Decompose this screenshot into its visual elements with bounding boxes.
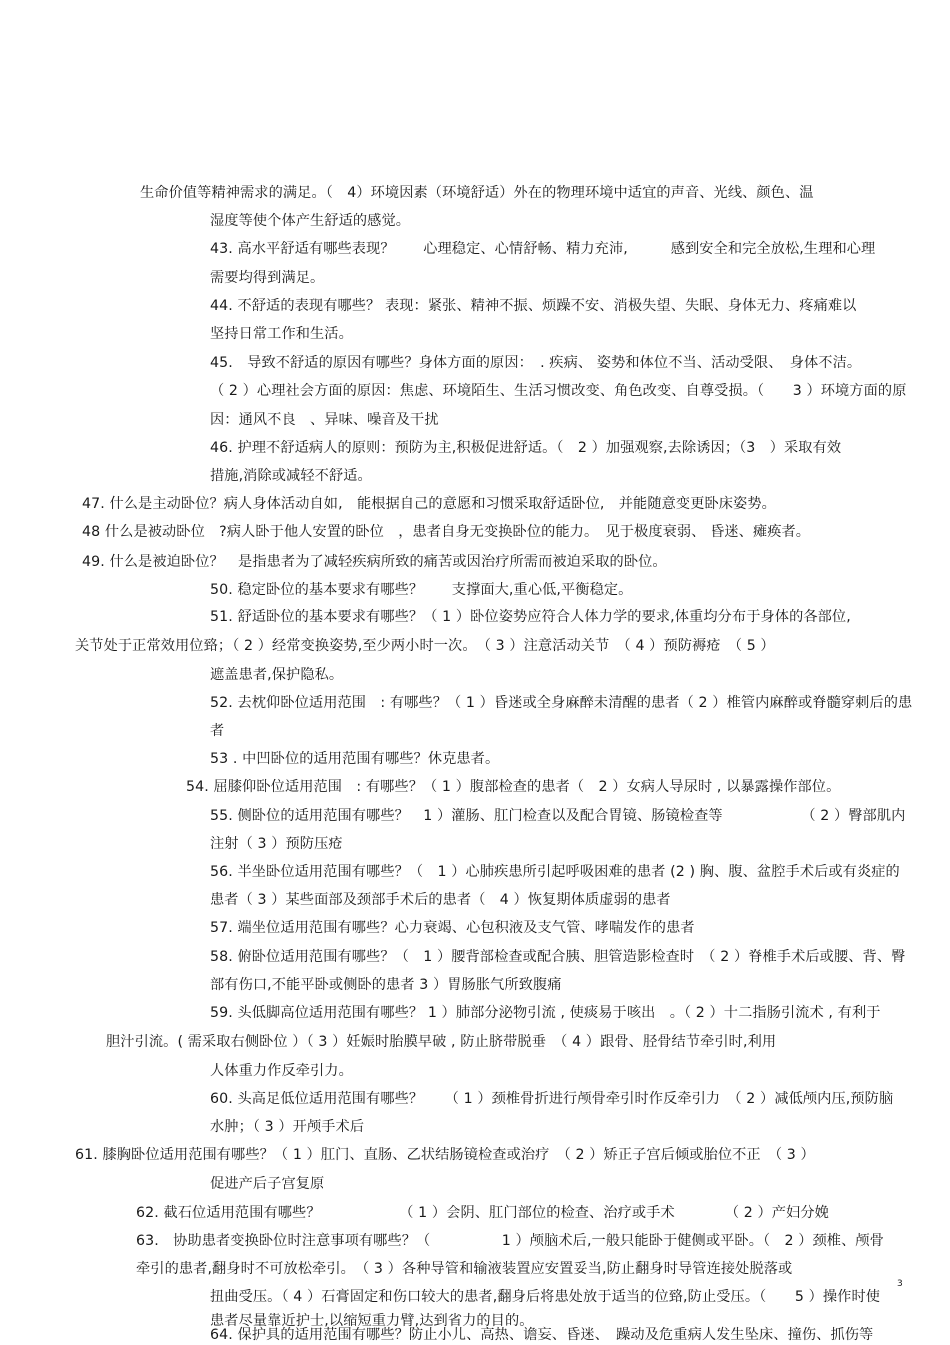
text-line: 49. 什么是被迫卧位？ 是指患者为了减轻疾病所致的痛苦或因治疗所需而被迫采取的卧位。 <box>82 554 667 570</box>
text-line: 59. 头低脚高位适用范围有哪些？ 1 ）肺部分泌物引流 , 使痰易于咳出 。（ 2 ）十二指肠引流术 , 有利于 <box>210 1005 881 1021</box>
text-line: 生命价值等精神需求的满足。（ 4）环境因素（环境舒适）外在的物理环境中适宜的声音、光线、颜色、温 <box>140 185 814 201</box>
text-line: 56. 半坐卧位适用范围有哪些？（ 1 ）心肺疾患所引起呼吸困难的患者 (2 ) 胸、腹、盆腔手术后或有炎症的 <box>210 864 900 880</box>
text-line: 52. 去枕仰卧位适用范围 : 有哪些？（ 1 ）昏迷或全身麻醉未清醒的患者（ 2 ）椎管内麻醉或脊髓穿刺后的患 <box>210 695 913 711</box>
text-line: 44. 不舒适的表现有哪些？ 表现：紧张、精神不振、烦躁不安、消极失望、失眠、身体无力、疼痛难以 <box>210 298 857 314</box>
text-line: 因：通风不良 、异味、噪音及干扰 <box>210 412 439 428</box>
page-number: 3 <box>897 1279 903 1289</box>
text-line: 促进产后子宫复原 <box>210 1176 325 1192</box>
text-line: 部有伤口,不能平卧或侧卧的患者 3 ）胃肠胀气所致腹痛 <box>210 977 562 993</box>
text-line: 坚持日常工作和生活。 <box>210 326 353 342</box>
text-line: 53 . 中凹卧位的适用范围有哪些？休克患者。 <box>210 751 500 767</box>
text-line: 57. 端坐位适用范围有哪些？心力衰竭、心包积液及支气管、哮喘发作的患者 <box>210 920 695 936</box>
text-line: 51. 舒适卧位的基本要求有哪些？（ 1 ）卧位姿势应符合人体力学的要求,体重均分布于身体的各部位, <box>210 609 851 625</box>
text-line: 胆汁引流。( 需采取右侧卧位 ）（ 3 ）妊娠时胎膜早破 , 防止脐带脱垂 （ 4 ）跟骨、胫骨结节牵引时,利用 <box>106 1034 777 1050</box>
text-line: 注射（ 3 ）预防压疮 <box>210 836 343 852</box>
text-line: 55. 侧卧位的适用范围有哪些？ 1 ）灌肠、肛门检查以及配合胃镜、肠镜检查等 （ 2 ）臀部肌内 <box>210 808 906 824</box>
text-line: 患者尽量靠近护士,以缩短重力臂,达到省力的目的。 <box>210 1313 534 1329</box>
text-line: 58. 俯卧位适用范围有哪些？（ 1 ）腰背部检查或配合胰、胆管造影检查时 （ 2 ）脊椎手术后或腰、背、臀 <box>210 949 906 965</box>
text-line: 50. 稳定卧位的基本要求有哪些？ 支撑面大,重心低,平衡稳定。 <box>210 582 633 598</box>
text-line: 患者（ 3 ）某些面部及颈部手术后的患者（ 4 ）恢复期体质虚弱的患者 <box>210 892 671 908</box>
text-line: 关节处于正常效用位臵；（ 2 ）经常变换姿势,至少两小时一次。 （ 3 ）注意活动关节 （ 4 ）预防褥疮 （ 5 ） <box>75 638 775 654</box>
text-line: 扭曲受压。（ 4 ）石膏固定和伤口较大的患者,翻身后将患处放于适当的位臵,防止受压。（ 5 ）操作时使 <box>210 1289 881 1305</box>
text-line: 需要均得到满足。 <box>210 270 325 286</box>
text-line: 63. 协助患者变换卧位时注意事项有哪些？（ 1 ）颅脑术后,一般只能卧于健侧或平卧。（ 2 ）颈椎、颅骨 <box>136 1233 884 1249</box>
text-line: 54. 屈膝仰卧位适用范围 : 有哪些？（ 1 ）腹部检查的患者（ 2 ）女病人导尿时 , 以暴露操作部位。 <box>186 779 841 795</box>
text-line: 水肿；（ 3 ）开颅手术后 <box>210 1119 365 1135</box>
text-line: 牵引的患者,翻身时不可放松牵引。 （ 3 ）各种导管和输液装置应安置妥当,防止翻身时导管连接处脱落或 <box>136 1261 793 1277</box>
text-line: 人体重力作反牵引力。 <box>210 1063 353 1079</box>
text-line: 62. 截石位适用范围有哪些？ （ 1 ）会阴、肛门部位的检查、治疗或手术 （ 2 ）产妇分娩 <box>136 1205 829 1221</box>
text-line: 61. 膝胸卧位适用范围有哪些？（ 1 ）肛门、直肠、乙状结肠镜检查或治疗 （ 2 ）矫正子宫后倾或胎位不正 （ 3 ） <box>75 1147 815 1163</box>
text-line: 45. 导致不舒适的原因有哪些？身体方面的原因： . 疾病、 姿势和体位不当、活动受限、 身体不洁。 <box>210 355 862 371</box>
text-line: （ 2 ）心理社会方面的原因：焦虑、环境陌生、生活习惯改变、角色改变、自尊受损。（ 3 ）环境方面的原 <box>210 383 907 399</box>
text-line: 湿度等使个体产生舒适的感觉。 <box>210 213 411 229</box>
text-line: 者 <box>210 723 225 739</box>
text-line: 措施,消除或减轻不舒适。 <box>210 468 372 484</box>
text-line: 46. 护理不舒适病人的原则：预防为主,积极促进舒适。（ 2 ）加强观察,去除诱因；（3 ）采取有效 <box>210 440 842 456</box>
text-line: 64. 保护具的适用范围有哪些？防止小儿、高热、谵妄、昏迷、 躁动及危重病人发生坠床、撞伤、抓伤等 <box>210 1327 874 1343</box>
text-line: 47. 什么是主动卧位？病人身体活动自如, 能根据自己的意愿和习惯采取舒适卧位, 并能随意变更卧床姿势。 <box>82 496 776 512</box>
text-line: 60. 头高足低位适用范围有哪些？ （ 1 ）颈椎骨折进行颅骨牵引时作反牵引力 （ 2 ）减低颅内压,预防脑 <box>210 1091 894 1107</box>
text-line: 48 什么是被动卧位 ?病人卧于他人安置的卧位 ，患者自身无变换卧位的能力。 见于极度衰弱、 昏迷、瘫痪者。 <box>82 524 811 540</box>
text-line: 43. 高水平舒适有哪些表现？ 心理稳定、心情舒畅、精力充沛, 感到安全和完全放松,生理和心理 <box>210 241 876 257</box>
text-line: 遮盖患者,保护隐私。 <box>210 667 344 683</box>
